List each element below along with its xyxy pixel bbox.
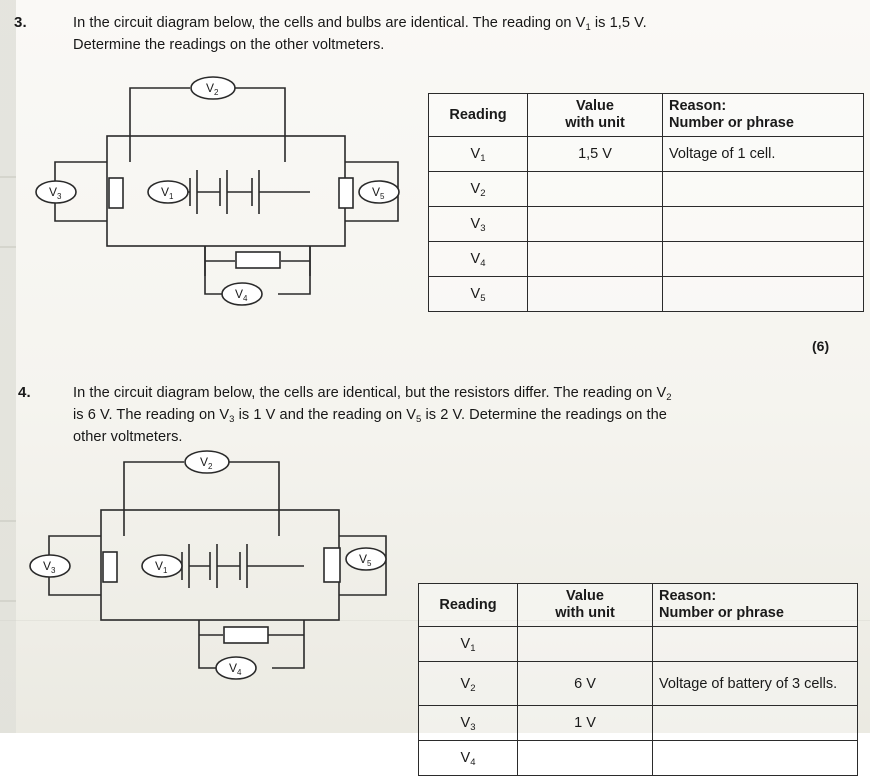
reading-subscript: 1 [470,643,476,654]
cell-value[interactable] [528,207,663,242]
cell-reading [429,137,528,172]
header-reason-line2: Number or phrase [659,605,784,621]
header-value [518,584,653,627]
table-row [419,627,858,662]
cell-reason[interactable] [663,277,864,312]
reading-subscript: 2 [480,188,486,199]
circuit-svg-q3 [20,66,420,316]
resistor-left-q3 [109,178,123,208]
reading-subscript: 5 [480,293,486,304]
resistor-bottom-q3 [236,252,280,268]
reading-label: V [460,750,471,766]
cell-reading [419,741,518,776]
voltmeter-v4-label-q3: $V_4$ [235,287,248,303]
reading-label: V [470,146,481,162]
header-reason-line1: Reason: [659,588,717,604]
cell-reading [419,662,518,706]
header-reason [653,584,858,627]
table-row [419,706,858,741]
question-3-marks: (6) [812,338,830,354]
resistor-right-q4 [324,548,340,582]
q4-line2-tail: is 2 V. Determine the readings on the [421,407,667,423]
q4-v5-subscript: 5 [416,414,422,425]
cell-reason[interactable] [653,741,858,776]
voltmeter-v4-label-q4: $V_4$ [229,661,242,677]
cell-reason[interactable] [663,172,864,207]
cell-reason[interactable] [653,706,858,741]
voltmeter-v5-label-q4: $V_5$ [359,552,372,568]
header-reason-line2: Number or phrase [669,115,794,131]
reading-subscript: 4 [480,258,486,269]
cell-reading [429,242,528,277]
q3-line1-tail: is 1,5 V. [590,15,647,31]
question-4-number: 4. [18,384,31,401]
cell-value[interactable] [528,242,663,277]
reading-label: V [470,286,481,302]
cell-reading [429,277,528,312]
circuit-svg-q4 [14,440,414,690]
reading-subscript: 4 [470,757,476,768]
table-row [429,242,864,277]
reading-label: V [470,181,481,197]
q4-v3-subscript: 3 [229,414,235,425]
cell-value[interactable] [518,741,653,776]
header-reading: Reading [419,584,518,627]
header-value [528,94,663,137]
cell-reading [429,172,528,207]
cell-reading [429,207,528,242]
cell-value[interactable]: 1,5 V [528,137,663,172]
q4-line1-text: In the circuit diagram below, the cells are identical, but the resistors differ. The reading on V [73,385,667,401]
q3-line2-text: Determine the readings on the other voltmeters. [73,37,385,53]
voltmeter-v5-label-q3: $V_5$ [372,185,385,201]
table-header-row [429,94,864,137]
reading-label: V [460,675,471,692]
question-4-text [73,383,833,448]
cell-reading [419,706,518,741]
table-row [429,172,864,207]
answer-table-question-3 [428,93,864,312]
cell-value[interactable] [528,277,663,312]
q4-line3-text: other voltmeters. [73,429,183,445]
question-3-text [73,13,773,56]
answer-table-question-4 [418,583,858,776]
table-row [419,662,858,706]
q3-line1-text: In the circuit diagram below, the cells and bulbs are identical. The reading on V [73,15,586,31]
cell-reason[interactable] [663,207,864,242]
reading-label: V [470,216,481,232]
header-value-line2: with unit [555,605,615,621]
voltmeter-v1-label-q3: $V_1$ [161,185,174,201]
scan-artifact [0,246,16,248]
reading-label: V [470,251,481,267]
header-reason-line1: Reason: [669,98,727,114]
reading-subscript: 3 [470,722,476,733]
q4-v2-subscript: 2 [666,392,672,403]
cell-reason[interactable]: Voltage of 1 cell. [663,137,864,172]
voltmeter-v3-label-q4: $V_3$ [43,559,56,575]
header-reason [663,94,864,137]
q3-v1-subscript: 1 [585,22,591,33]
resistor-bottom-q4 [224,627,268,643]
cell-reading [419,627,518,662]
reading-subscript: 1 [480,153,486,164]
header-reading: Reading [429,94,528,137]
cell-value[interactable]: 6 V [518,662,653,706]
cell-reason[interactable] [653,627,858,662]
resistor-left-q4 [103,552,117,582]
reading-subscript: 2 [470,682,476,694]
scan-artifact [0,176,16,178]
question-3-number: 3. [14,14,27,31]
q4-line2-text: is 6 V. The reading on V [73,407,230,423]
circuit-diagram-question-4 [14,440,414,690]
cell-reason[interactable] [663,242,864,277]
reading-label: V [460,715,471,731]
voltmeter-v2-label-q3: $V_2$ [206,81,219,97]
circuit-diagram-question-3 [20,66,420,316]
reading-subscript: 3 [480,223,486,234]
header-value-line1: Value [566,588,604,604]
voltmeter-v2-label-q4: $V_2$ [200,455,213,471]
reading-label: V [460,636,471,652]
voltmeter-v1-label-q4: $V_1$ [155,559,168,575]
cell-value[interactable]: 1 V [518,706,653,741]
table-row [429,277,864,312]
table-row [429,207,864,242]
table-row [429,137,864,172]
header-value-line1: Value [576,98,614,114]
voltmeter-v3-label-q3: $V_3$ [49,185,62,201]
resistor-right-q3 [339,178,353,208]
cell-value[interactable] [528,172,663,207]
q4-line2-mid: is 1 V and the reading on V [234,407,417,423]
table-header-row [419,584,858,627]
header-value-line2: with unit [565,115,625,131]
cell-reason[interactable]: Voltage of battery of 3 cells. [653,662,858,706]
table-row [419,741,858,776]
cell-value[interactable] [518,627,653,662]
